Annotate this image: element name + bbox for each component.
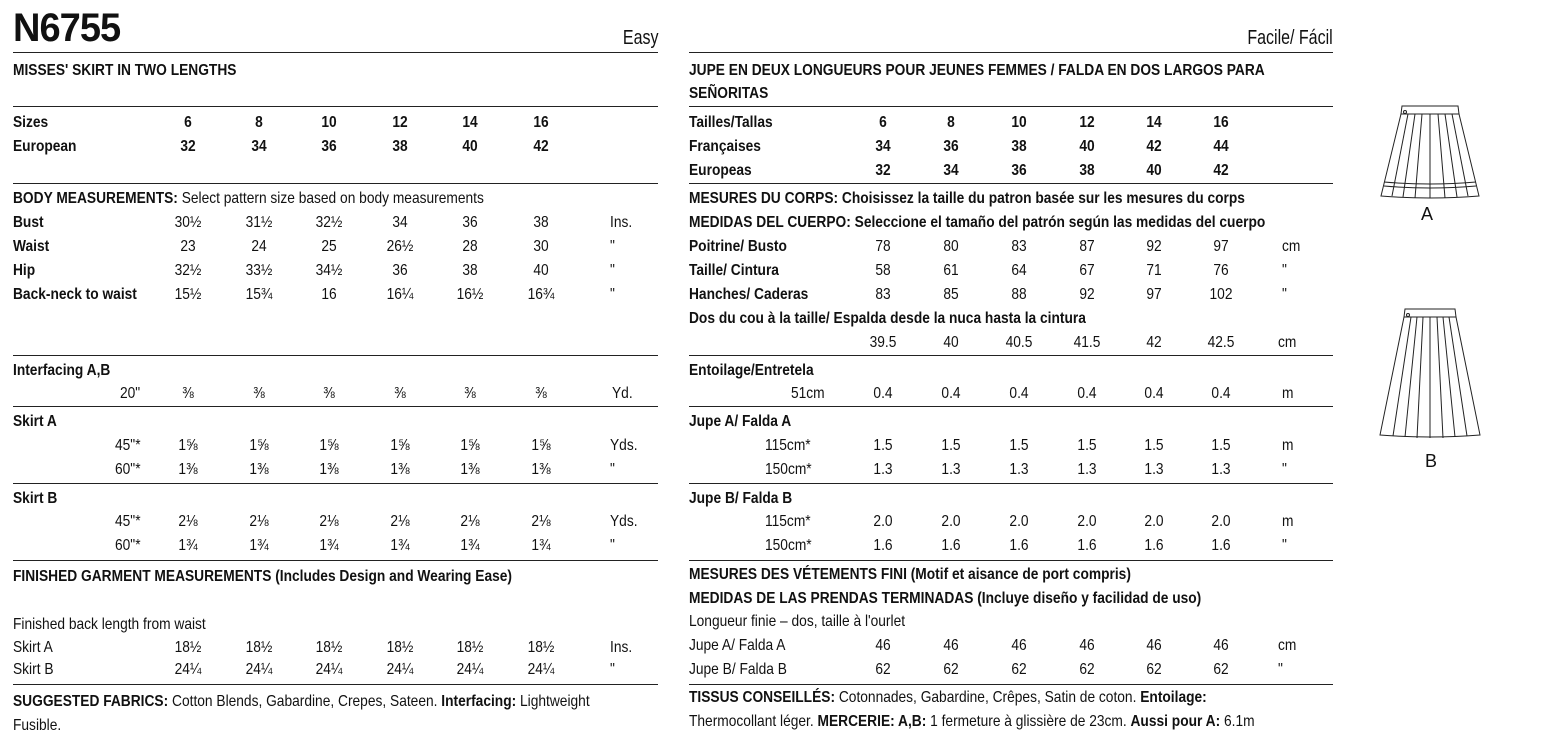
- cell-value: 30½: [174, 214, 202, 231]
- cell-value: 6: [184, 114, 192, 131]
- divider: [689, 560, 1333, 561]
- cell-value: 40: [1079, 138, 1095, 155]
- cell-value: 64: [1011, 262, 1027, 279]
- row-label: Poitrine/ Busto: [689, 238, 787, 255]
- cell-value: 97: [1146, 286, 1162, 303]
- cell-value: 16: [533, 114, 549, 131]
- cell-value: 32½: [315, 214, 343, 231]
- finished-heading-fr: MESURES DES VÉTEMENTS FINI (Motif et aisance de port compris): [689, 566, 1131, 583]
- cell-value: 62: [1011, 661, 1027, 678]
- cell-value: 24¼: [456, 661, 484, 678]
- cell-value: 30: [533, 238, 549, 255]
- cell-value: 62: [943, 661, 959, 678]
- cell-value: 0.4: [941, 385, 961, 402]
- pattern-code: N6755: [13, 6, 121, 50]
- cell-value: 97: [1213, 238, 1229, 255]
- divider: [689, 355, 1333, 356]
- cell-value: 23: [180, 238, 196, 255]
- cell-value: 24¼: [245, 661, 273, 678]
- cell-value: 76: [1213, 262, 1229, 279]
- cell-value: 6: [879, 114, 887, 131]
- divider: [13, 52, 658, 53]
- difficulty-level: Easy: [622, 27, 658, 49]
- finished-length-label-fr: Longueur finie – dos, taille à l'ourlet: [689, 613, 906, 630]
- cell-value: 36: [462, 214, 478, 231]
- cell-value: 24: [251, 238, 267, 255]
- cell-value: 10: [321, 114, 337, 131]
- unit: ": [610, 238, 615, 255]
- cell-value: 24¼: [315, 661, 343, 678]
- cell-value: 16¼: [386, 286, 414, 303]
- cell-value: 16¾: [527, 286, 555, 303]
- cell-value: 1.5: [1144, 437, 1164, 454]
- cell-value: 38: [392, 138, 408, 155]
- divider: [689, 183, 1333, 184]
- finished-measurements-heading: FINISHED GARMENT MEASUREMENTS (Includes Design and Wearing Ease): [13, 568, 513, 585]
- unit: cm: [1282, 238, 1301, 255]
- cell-value: 42: [1146, 334, 1162, 351]
- pattern-title-fr-es-line2: SEÑORITAS: [689, 85, 769, 102]
- cell-value: 24¼: [386, 661, 414, 678]
- cell-value: 1.3: [941, 461, 961, 478]
- finished-length-label: Finished back length from waist: [13, 616, 206, 633]
- cell-value: 34: [943, 162, 959, 179]
- cell-value: 80: [943, 238, 959, 255]
- cell-value: 18½: [245, 639, 273, 656]
- cell-value: 1.5: [1211, 437, 1231, 454]
- cell-value: 0.4: [1077, 385, 1097, 402]
- pattern-title: MISSES' SKIRT IN TWO LENGTHS: [13, 62, 237, 79]
- cell-value: 2⅛: [319, 513, 339, 530]
- cell-value: 92: [1146, 238, 1162, 255]
- divider: [13, 684, 658, 685]
- interfacing-label-fr-es: Entoilage/Entretela: [689, 362, 814, 379]
- unit: Yds.: [610, 513, 638, 530]
- cell-value: 1.3: [1077, 461, 1097, 478]
- cell-value: 1.6: [1211, 537, 1231, 554]
- sizes-label: Sizes: [13, 114, 49, 131]
- cell-value: 2⅛: [531, 513, 551, 530]
- cell-value: 26½: [386, 238, 414, 255]
- cell-value: 2⅛: [390, 513, 410, 530]
- cell-value: 1⅝: [390, 437, 410, 454]
- cell-value: 1.5: [873, 437, 893, 454]
- cell-value: 1⅝: [531, 437, 551, 454]
- cell-value: 31½: [245, 214, 273, 231]
- cell-value: 8: [255, 114, 263, 131]
- unit: m: [1282, 513, 1294, 530]
- cell-value: 1.6: [1144, 537, 1164, 554]
- cell-value: 1⅜: [390, 461, 410, 478]
- cell-value: 46: [875, 637, 891, 654]
- divider: [689, 684, 1333, 685]
- cell-value: 16: [1213, 114, 1229, 131]
- divider: [689, 406, 1333, 407]
- unit: ": [1278, 661, 1283, 678]
- cell-value: 18½: [527, 639, 555, 656]
- unit: ": [1282, 461, 1287, 478]
- fabric-width: 20": [120, 385, 141, 402]
- cell-value: 1⅝: [460, 437, 480, 454]
- cell-value: 34: [392, 214, 408, 231]
- body-measurements-heading: BODY MEASUREMENTS: Select pattern size based on body measurements: [13, 190, 484, 207]
- skirt-a-label-fr-es: Jupe A/ Falda A: [689, 413, 792, 430]
- cell-value: 32: [180, 138, 196, 155]
- cell-value: 1.3: [1211, 461, 1231, 478]
- cell-value: 40.5: [1005, 334, 1033, 351]
- cell-value: 61: [943, 262, 959, 279]
- cell-value: 83: [875, 286, 891, 303]
- cell-value: 36: [943, 138, 959, 155]
- cell-value: 16½: [456, 286, 484, 303]
- cell-value: 36: [392, 262, 408, 279]
- cell-value: 1⅜: [178, 461, 198, 478]
- cell-value: 41.5: [1073, 334, 1101, 351]
- cell-value: 46: [1079, 637, 1095, 654]
- cell-value: 0.4: [1144, 385, 1164, 402]
- cell-value: ⅜: [394, 385, 406, 402]
- cell-value: 1.6: [873, 537, 893, 554]
- cell-value: 2.0: [1009, 513, 1029, 530]
- cell-value: 34: [251, 138, 267, 155]
- cell-value: 18½: [174, 639, 202, 656]
- cell-value: 1¾: [249, 537, 269, 554]
- fabric-width: 115cm*: [765, 437, 811, 454]
- divider: [689, 483, 1333, 484]
- cell-value: 2⅛: [460, 513, 480, 530]
- row-label: Françaises: [689, 138, 761, 155]
- divider: [13, 183, 658, 184]
- cell-value: 34½: [315, 262, 343, 279]
- cell-value: 2.0: [941, 513, 961, 530]
- cell-value: 14: [462, 114, 478, 131]
- cell-value: 1.3: [1144, 461, 1164, 478]
- fabric-width: 115cm*: [765, 513, 811, 530]
- skirt-a-label: Skirt A: [13, 413, 57, 430]
- cell-value: 92: [1079, 286, 1095, 303]
- body-measurements-heading-es: MEDIDAS DEL CUERPO: Seleccione el tamaño del patrón según las medidas del cuerpo: [689, 214, 1266, 231]
- unit: Yd.: [612, 385, 633, 402]
- cell-value: 18½: [456, 639, 484, 656]
- cell-value: 44: [1213, 138, 1229, 155]
- cell-value: 1¾: [531, 537, 551, 554]
- european-label: European: [13, 138, 77, 155]
- cell-value: 1.6: [1077, 537, 1097, 554]
- cell-value: 14: [1146, 114, 1162, 131]
- cell-value: 2.0: [1211, 513, 1231, 530]
- row-label: Bust: [13, 214, 44, 231]
- cell-value: 1⅝: [178, 437, 198, 454]
- cell-value: 58: [875, 262, 891, 279]
- finished-heading-es: MEDIDAS DE LAS PRENDAS TERMINADAS (Incluye diseño y facilidad de uso): [689, 590, 1202, 607]
- cell-value: 102: [1209, 286, 1233, 303]
- suggested-fabrics: SUGGESTED FABRICS: Cotton Blends, Gabardine, Crepes, Sateen. Interfacing: Lightweight: [13, 693, 590, 710]
- cell-value: 71: [1146, 262, 1162, 279]
- skirt-b-label: Skirt B: [13, 490, 58, 507]
- cell-value: 42: [533, 138, 549, 155]
- cell-value: 1.3: [873, 461, 893, 478]
- fabric-width: 60"*: [115, 537, 141, 554]
- divider: [13, 560, 658, 561]
- cell-value: ⅜: [253, 385, 265, 402]
- row-label: Europeas: [689, 162, 752, 179]
- cell-value: 18½: [315, 639, 343, 656]
- divider: [13, 355, 658, 356]
- cell-value: 25: [321, 238, 337, 255]
- cell-value: 32: [875, 162, 891, 179]
- cell-value: 67: [1079, 262, 1095, 279]
- fabric-width: 45"*: [115, 437, 141, 454]
- cell-value: 40: [943, 334, 959, 351]
- cell-value: 32½: [174, 262, 202, 279]
- cell-value: 12: [392, 114, 408, 131]
- cell-value: 24¼: [527, 661, 555, 678]
- cell-value: 1¾: [178, 537, 198, 554]
- cell-value: 24¼: [174, 661, 202, 678]
- cell-value: 36: [1011, 162, 1027, 179]
- unit: cm: [1278, 334, 1297, 351]
- unit: ": [1282, 286, 1287, 303]
- view-a-skirt-illustration: [1375, 100, 1485, 210]
- unit: ": [610, 262, 615, 279]
- cell-value: 85: [943, 286, 959, 303]
- unit: cm: [1278, 637, 1297, 654]
- cell-value: 38: [462, 262, 478, 279]
- unit: Yds.: [610, 437, 638, 454]
- cell-value: 42: [1213, 162, 1229, 179]
- cell-value: 0.4: [873, 385, 893, 402]
- cell-value: 36: [321, 138, 337, 155]
- cell-value: 1.5: [941, 437, 961, 454]
- cell-value: 16: [321, 286, 337, 303]
- cell-value: ⅜: [464, 385, 476, 402]
- cell-value: 1⅝: [249, 437, 269, 454]
- row-label: Jupe B/ Falda B: [689, 661, 787, 678]
- row-label: Jupe A/ Falda A: [689, 637, 786, 654]
- unit: ": [1282, 537, 1287, 554]
- cell-value: 62: [1146, 661, 1162, 678]
- cell-value: 46: [1146, 637, 1162, 654]
- cell-value: 34: [875, 138, 891, 155]
- interfacing-label: Interfacing A,B: [13, 362, 111, 379]
- unit: m: [1282, 437, 1294, 454]
- cell-value: 40: [533, 262, 549, 279]
- cell-value: 42.5: [1207, 334, 1235, 351]
- cell-value: 12: [1079, 114, 1095, 131]
- fabric-width: 150cm*: [765, 461, 812, 478]
- unit: Ins.: [610, 214, 633, 231]
- cell-value: 42: [1146, 138, 1162, 155]
- cell-value: 1.5: [1077, 437, 1097, 454]
- view-a-label: A: [1421, 204, 1434, 224]
- fabric-width: 45"*: [115, 513, 141, 530]
- cell-value: 1⅜: [249, 461, 269, 478]
- cell-value: 1¾: [390, 537, 410, 554]
- cell-value: 40: [462, 138, 478, 155]
- cell-value: 1¾: [460, 537, 480, 554]
- cell-value: 0.4: [1211, 385, 1231, 402]
- unit: Ins.: [610, 639, 633, 656]
- cell-value: 2.0: [873, 513, 893, 530]
- cell-value: 38: [1011, 138, 1027, 155]
- cell-value: 2⅛: [249, 513, 269, 530]
- cell-value: 40: [1146, 162, 1162, 179]
- tissus-conseilles: TISSUS CONSEILLÉS: Cotonnades, Gabardine, Crêpes, Satin de coton. Entoilage:: [689, 689, 1207, 706]
- cell-value: 28: [462, 238, 478, 255]
- cell-value: 87: [1079, 238, 1095, 255]
- view-b-skirt-illustration: [1375, 305, 1485, 445]
- cell-value: 46: [1213, 637, 1229, 654]
- cell-value: 88: [1011, 286, 1027, 303]
- cell-value: ⅜: [323, 385, 335, 402]
- cell-value: 1⅝: [319, 437, 339, 454]
- body-measurements-heading-fr: MESURES DU CORPS: Choisissez la taille du patron basée sur les mesures du corps: [689, 190, 1245, 207]
- fabric-width: 51cm: [791, 385, 825, 402]
- cell-value: 2⅛: [178, 513, 198, 530]
- cell-value: 2.0: [1144, 513, 1164, 530]
- cell-value: 1⅜: [531, 461, 551, 478]
- backneck-label: Dos du cou à la taille/ Espalda desde la nuca hasta la cintura: [689, 310, 1086, 327]
- cell-value: 0.4: [1009, 385, 1029, 402]
- cell-value: 83: [1011, 238, 1027, 255]
- row-label: Taille/ Cintura: [689, 262, 779, 279]
- row-label: Waist: [13, 238, 50, 255]
- cell-value: 1¾: [319, 537, 339, 554]
- cell-value: 39.5: [869, 334, 897, 351]
- pattern-title-fr-es: JUPE EN DEUX LONGUEURS POUR JEUNES FEMMES / FALDA EN DOS LARGOS PARA: [689, 62, 1265, 79]
- cell-value: 15¾: [245, 286, 273, 303]
- cell-value: 1.3: [1009, 461, 1029, 478]
- row-label: Skirt B: [13, 661, 54, 678]
- unit: ": [610, 461, 615, 478]
- fabric-width: 60"*: [115, 461, 141, 478]
- row-label: Tailles/Tallas: [689, 114, 773, 131]
- difficulty-level-fr-es: Facile/ Fácil: [1247, 27, 1333, 49]
- cell-value: 33½: [245, 262, 273, 279]
- row-label: Hip: [13, 262, 36, 279]
- cell-value: 62: [875, 661, 891, 678]
- cell-value: 10: [1011, 114, 1027, 131]
- cell-value: 1⅜: [319, 461, 339, 478]
- suggested-fabrics-line2: Fusible.: [13, 717, 62, 734]
- cell-value: 62: [1079, 661, 1095, 678]
- unit: ": [610, 537, 615, 554]
- row-label: Skirt A: [13, 639, 53, 656]
- cell-value: 46: [1011, 637, 1027, 654]
- view-b-label: B: [1425, 451, 1438, 471]
- cell-value: 1⅜: [460, 461, 480, 478]
- unit: m: [1282, 385, 1294, 402]
- cell-value: 1.5: [1009, 437, 1029, 454]
- cell-value: 2.0: [1077, 513, 1097, 530]
- cell-value: 38: [533, 214, 549, 231]
- mercerie: Thermocollant léger. MERCERIE: A,B: 1 fermeture à glissière de 23cm. Aussi pour A: 6.1m: [689, 713, 1255, 730]
- unit: ": [610, 286, 615, 303]
- divider: [689, 106, 1333, 107]
- unit: ": [610, 661, 615, 678]
- divider: [13, 406, 658, 407]
- row-label: Back-neck to waist: [13, 286, 137, 303]
- cell-value: 18½: [386, 639, 414, 656]
- cell-value: 78: [875, 238, 891, 255]
- fabric-width: 150cm*: [765, 537, 812, 554]
- unit: ": [1282, 262, 1287, 279]
- cell-value: 38: [1079, 162, 1095, 179]
- cell-value: 62: [1213, 661, 1229, 678]
- cell-value: ⅜: [182, 385, 194, 402]
- cell-value: 1.6: [941, 537, 961, 554]
- cell-value: 1.6: [1009, 537, 1029, 554]
- row-label: Hanches/ Caderas: [689, 286, 809, 303]
- cell-value: 46: [943, 637, 959, 654]
- skirt-b-label-fr-es: Jupe B/ Falda B: [689, 490, 793, 507]
- divider: [689, 52, 1333, 53]
- divider: [13, 483, 658, 484]
- cell-value: 8: [947, 114, 955, 131]
- cell-value: ⅜: [535, 385, 547, 402]
- cell-value: 15½: [174, 286, 202, 303]
- divider: [13, 106, 658, 107]
